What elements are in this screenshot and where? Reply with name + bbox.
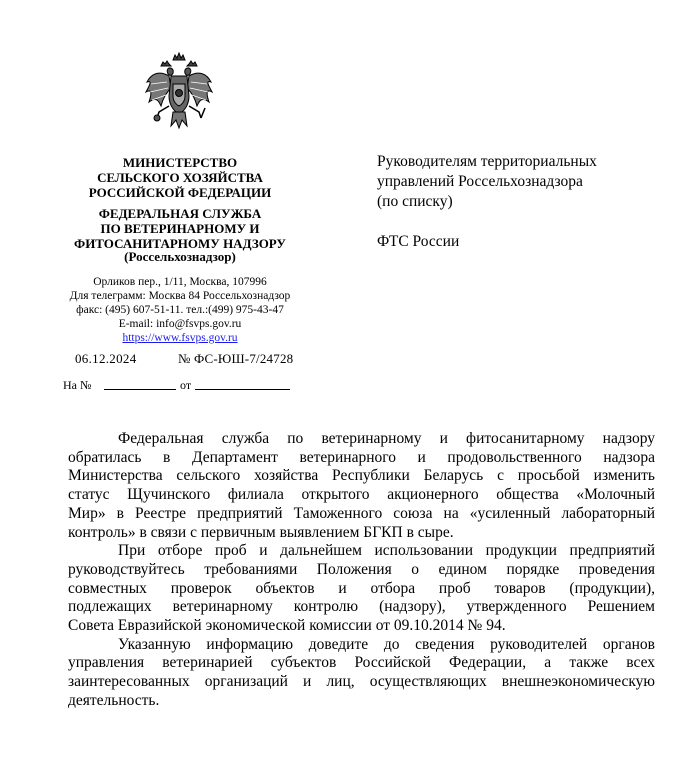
body-line: Указанную информацию доведите до сведения руководителей органов xyxy=(118,635,655,653)
service-name xyxy=(56,206,304,251)
reference-number-label: На № xyxy=(63,378,92,392)
ministry-line: СЕЛЬСКОГО ХОЗЯЙСТВА xyxy=(97,170,263,185)
body-line: совместных проверок объектов и отбора проб товаров (продукции), xyxy=(68,579,655,597)
letter-body xyxy=(68,430,655,711)
service-line: ПО ВЕТЕРИНАРНОМУ И xyxy=(100,221,260,236)
paragraph-2 xyxy=(68,542,655,636)
coat-of-arms-emblem-icon xyxy=(143,52,215,134)
reference-line xyxy=(63,377,303,393)
ministry-name xyxy=(60,155,300,200)
contact-email: E-mail: info@fsvps.gov.ru xyxy=(118,318,242,330)
service-abbreviation: (Россельхознадзор) xyxy=(124,249,236,264)
contact-telegram: Для телеграмм: Москва 84 Россельхознадзор xyxy=(69,290,291,302)
document-date: 06.12.2024 xyxy=(75,351,137,366)
body-line: При отборе проб и дальнейшем использовании продукции предприятий xyxy=(118,542,655,560)
body-line: заинтересованных организаций и лиц, осуществляющих внешнеэкономическую xyxy=(68,673,655,691)
ministry-line: РОССИЙСКОЙ ФЕДЕРАЦИИ xyxy=(88,185,272,200)
body-line: Мир» в Реестре предприятий Таможенного союза на «усиленный лабораторный xyxy=(68,504,655,522)
body-line: Федеральная служба по ветеринарному и фитосанитарному надзору xyxy=(118,430,655,447)
body-line: обратилась в Департамент ветеринарного и продовольственного надзора xyxy=(68,448,655,466)
addressee-line: управлений Россельхознадзора xyxy=(377,173,583,190)
website-link[interactable]: https://www.fsvps.gov.ru xyxy=(122,332,238,344)
contact-phone-fax: факс: (495) 607-51-11. тел.:(499) 975-43-47 xyxy=(76,304,284,316)
body-line: подлежащих ветеринарному контролю (надзору), утвержденного Решением xyxy=(68,598,655,616)
body-line: контроль» в связи с первичным выявлением БГКП в сыре. xyxy=(68,523,454,541)
ministry-line: МИНИСТЕРСТВО xyxy=(122,155,238,170)
reference-number-blank xyxy=(104,389,176,390)
body-line: Министерства сельского хозяйства Республики Беларусь с просьбой изменить xyxy=(68,467,655,485)
body-line: управления ветеринарией субъектов Российской Федерации, а также всех xyxy=(68,654,655,672)
registration-line xyxy=(75,351,335,367)
body-line: Совета Евразийской экономической комиссии от 09.10.2014 № 94. xyxy=(68,617,506,635)
addressee-line: (по списку) xyxy=(377,193,453,210)
paragraph-1 xyxy=(68,430,655,542)
addressee-block xyxy=(377,152,677,252)
service-line: ФИТОСАНИТАРНОМУ НАДЗОРУ xyxy=(74,236,286,251)
addressee-line: Руководителям территориальных xyxy=(377,153,597,170)
service-line: ФЕДЕРАЛЬНАЯ СЛУЖБА xyxy=(98,206,262,221)
contact-block xyxy=(40,275,320,345)
body-line: деятельность. xyxy=(68,691,160,709)
body-line: статус Щучинского филиала открытого акционерного общества «Молочный xyxy=(68,486,655,504)
addressee-secondary: ФТС России xyxy=(377,233,460,250)
paragraph-3 xyxy=(68,636,655,711)
contact-address: Орликов пер., 1/11, Москва, 107996 xyxy=(93,276,267,288)
document-number: № ФС-ЮШ-7/24728 xyxy=(178,351,294,366)
body-line: руководствуйтесь требованиями Положения о едином порядке проведения xyxy=(68,560,655,578)
reference-date-blank xyxy=(195,389,290,390)
reference-date-label: от xyxy=(180,378,192,392)
